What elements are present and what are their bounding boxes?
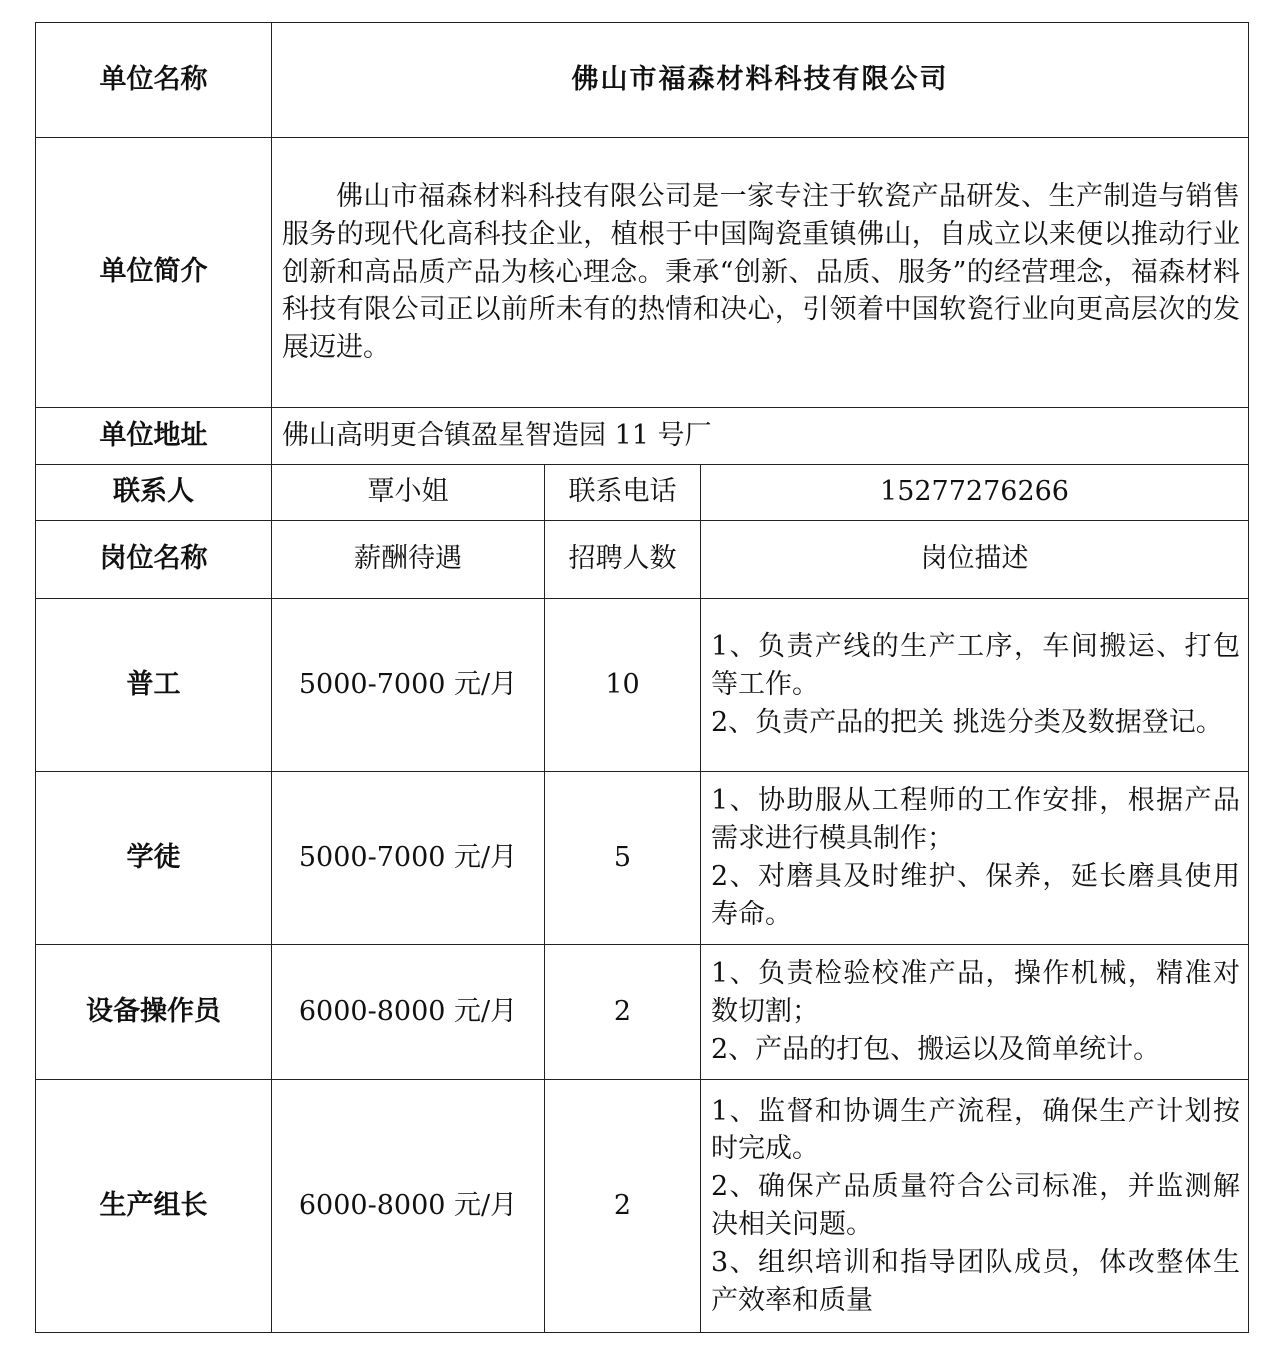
job-count: 2 xyxy=(545,945,701,1080)
job-description xyxy=(701,599,1249,772)
contact-phone-label: 联系电话 xyxy=(545,465,701,521)
company-name-label: 单位名称 xyxy=(36,23,272,138)
company-intro: 佛山市福森材料科技有限公司是一家专注于软瓷产品研发、生产制造与销售服务的现代化高科技企业，植根于中国陶瓷重镇佛山，自成立以来便以推动行业创新和高品质产品为核心理念。秉承“创新、品质、服务”的经营理念，福森材料科技有限公司正以前所未有的热情和决心，引领着中国软瓷行业向更高层次的发展迈进。 xyxy=(272,138,1249,408)
job-description-line: 1、负责产线的生产工序，车间搬运、打包等工作。 xyxy=(711,631,1240,701)
job-count: 2 xyxy=(545,1080,701,1333)
job-description-line: 1、协助服从工程师的工作安排，根据产品需求进行模具制作； xyxy=(711,785,1240,855)
job-title: 生产组长 xyxy=(36,1080,272,1333)
salary-header: 薪酬待遇 xyxy=(272,521,545,599)
job-description-line: 2、对磨具及时维护、保养，延长磨具使用寿命。 xyxy=(711,861,1240,930)
job-header-row xyxy=(36,521,1249,599)
company-name-row xyxy=(36,23,1249,138)
contact-person-label: 联系人 xyxy=(36,465,272,521)
job-description-line: 2、确保产品质量符合公司标准，并监测解决相关问题。 xyxy=(711,1171,1240,1240)
job-description-line: 3、组织培训和指导团队成员，体改整体生产效率和质量 xyxy=(711,1246,1240,1316)
job-row xyxy=(36,772,1249,945)
address-value: 佛山高明更合镇盈星智造园 11 号厂 xyxy=(272,408,1249,465)
job-description xyxy=(701,1080,1249,1333)
address-label: 单位地址 xyxy=(36,408,272,465)
job-title: 设备操作员 xyxy=(36,945,272,1080)
job-row xyxy=(36,599,1249,772)
job-description xyxy=(701,945,1249,1080)
headcount-header: 招聘人数 xyxy=(545,521,701,599)
contact-row xyxy=(36,465,1249,521)
job-title: 普工 xyxy=(36,599,272,772)
job-description xyxy=(701,772,1249,945)
company-name: 佛山市福森材料科技有限公司 xyxy=(272,23,1249,138)
job-count: 5 xyxy=(545,772,701,945)
job-salary: 6000-8000 元/月 xyxy=(272,1080,545,1333)
company-intro-label: 单位简介 xyxy=(36,138,272,408)
position-header: 岗位名称 xyxy=(36,521,272,599)
job-salary: 6000-8000 元/月 xyxy=(272,945,545,1080)
job-description-line: 2、产品的打包、搬运以及简单统计。 xyxy=(711,1033,1161,1065)
job-row xyxy=(36,1080,1249,1333)
job-salary: 5000-7000 元/月 xyxy=(272,772,545,945)
job-count: 10 xyxy=(545,599,701,772)
job-description-line: 1、负责检验校准产品，操作机械，精准对数切割； xyxy=(711,958,1240,1028)
recruitment-table xyxy=(35,22,1249,1333)
contact-person-value: 覃小姐 xyxy=(272,465,545,521)
job-row xyxy=(36,945,1249,1080)
job-salary: 5000-7000 元/月 xyxy=(272,599,545,772)
company-intro-row xyxy=(36,138,1249,408)
address-row xyxy=(36,408,1249,465)
job-description-line: 1、监督和协调生产流程，确保生产计划按时完成。 xyxy=(711,1095,1240,1165)
job-description-line: 2、负责产品的把关 挑选分类及数据登记。 xyxy=(711,706,1223,738)
contact-phone-value: 15277276266 xyxy=(701,465,1249,521)
description-header: 岗位描述 xyxy=(701,521,1249,599)
job-title: 学徒 xyxy=(36,772,272,945)
